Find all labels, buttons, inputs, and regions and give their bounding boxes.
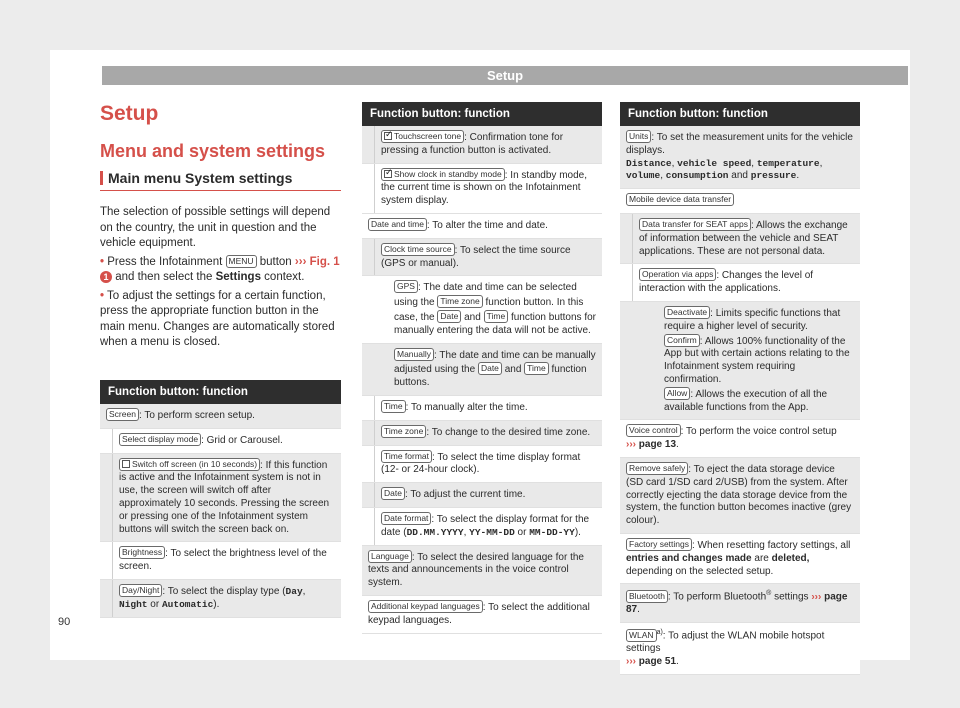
- intro-paragraph: The selection of possible settings will depend on the country, the unit in question and the vehicle equipment.: [100, 206, 331, 249]
- row-text: or: [147, 598, 162, 610]
- row-text: function button. In this case, the: [394, 297, 584, 323]
- format-option: MM-DD-YY: [529, 526, 575, 538]
- table-row-time-format: [362, 446, 602, 484]
- footnote-marker: a): [656, 629, 663, 637]
- row-text: : Confirmation tone for pressing a function button is activated.: [381, 132, 564, 156]
- row-text: : Allows 100% functionality of the App but with certain actions relating to the Infotainment system requiring confirmation.: [664, 335, 850, 385]
- row-text: : To manually alter the time.: [405, 401, 528, 413]
- row-text: : Allows the execution of all the available functions from the App.: [664, 388, 828, 413]
- table-row-manually: [362, 344, 602, 396]
- unit-option: pressure: [750, 170, 797, 182]
- table-row-mobile-device-data-transfer: [620, 189, 860, 214]
- time-format-key: Time format: [381, 450, 432, 463]
- ref-arrow-icon: ›››: [294, 255, 307, 268]
- screen-key: Screen: [106, 408, 139, 421]
- switch-off-screen-key: [119, 458, 260, 471]
- table-row-deactivate-confirm-allow: [620, 302, 860, 420]
- row-text: : When resetting factory settings, all: [692, 539, 851, 551]
- row-text: : To select the additional keypad languages.: [368, 601, 590, 626]
- ref-arrow-icon: ›››: [811, 591, 822, 603]
- unit-option: volume: [626, 170, 661, 182]
- table-row-switch-off-screen: [100, 454, 341, 543]
- table-row-show-clock: [362, 164, 602, 214]
- bullet-text: To adjust the settings for a certain function, press the appropriate function button in the main menu. Changes are automatically stored when a menu is closed.: [100, 289, 335, 348]
- key-label: Show clock in standby mode: [394, 168, 502, 179]
- row-text: and: [504, 364, 522, 376]
- option-automatic: Automatic: [161, 598, 214, 610]
- row-text: .: [676, 439, 679, 451]
- clock-time-source-key: Clock time source: [381, 243, 455, 256]
- table-row-additional-keypad-languages: [362, 596, 602, 634]
- row-text: .: [637, 604, 640, 616]
- row-text: ).: [213, 598, 220, 610]
- mobile-device-data-transfer-key: Mobile device data transfer: [626, 193, 734, 206]
- row-text: : To adjust the current time.: [404, 489, 526, 501]
- ref-arrow-icon: ›››: [626, 439, 636, 451]
- table-row-voice-control: [620, 420, 860, 458]
- table-row-units: [620, 126, 860, 189]
- option-night: Night: [119, 598, 148, 610]
- units-key: Units: [626, 130, 651, 143]
- additional-keypad-languages-key: Additional keypad languages: [368, 600, 483, 613]
- checkbox-icon: [122, 460, 130, 468]
- time-key: Time: [381, 400, 406, 413]
- table-row-date: [362, 483, 602, 508]
- row-text: : To eject the data storage device (SD card 1/SD card 2/USB) from the system. After correctly ejecting the data storage device from the system, the function button becomes inactive (grey colour).: [626, 463, 852, 527]
- remove-safely-key: Remove safely: [626, 462, 688, 475]
- brightness-key: Brightness: [119, 546, 165, 559]
- table-row-wlan: [620, 623, 860, 675]
- data-transfer-seat-apps-key: Data transfer for SEAT apps: [639, 218, 751, 231]
- section-title-text: Main menu System settings: [108, 170, 293, 186]
- table-header: Function button: function: [362, 102, 602, 126]
- row-text: : The date and time can be selected using the: [394, 282, 577, 309]
- section-title: [100, 170, 341, 191]
- select-display-mode-key: Select display mode: [119, 433, 201, 446]
- bluetooth-key: Bluetooth: [626, 590, 668, 603]
- table-header: Function button: function: [620, 102, 860, 126]
- row-text: are: [754, 552, 769, 564]
- function-table-3: [620, 102, 860, 675]
- settings-label: Settings: [215, 271, 261, 283]
- checkbox-checked-icon: [384, 132, 392, 140]
- bullet-text: button: [259, 255, 292, 268]
- row-bold-text: entries and changes made: [626, 552, 752, 564]
- row-text: settings: [774, 591, 809, 603]
- bullet-adjust-settings: [100, 289, 341, 351]
- table-row-factory-settings: [620, 534, 860, 584]
- section-marker: [100, 171, 103, 185]
- time-key: Time: [524, 362, 549, 375]
- row-text: : To select the time source (GPS or manual).: [381, 244, 571, 269]
- row-text: function buttons.: [394, 364, 587, 389]
- day-night-key: Day/Night: [119, 584, 162, 597]
- manual-page: [50, 50, 910, 668]
- option-day: Day: [285, 585, 303, 597]
- row-text: : The date and time can be manually adjusted using the: [394, 349, 596, 376]
- page-reference-link[interactable]: page 13: [638, 439, 677, 451]
- page-title: Setup: [100, 102, 159, 125]
- checkbox-checked-icon: [384, 170, 392, 178]
- time-zone-key: Time zone: [437, 295, 482, 308]
- time-zone-key: Time zone: [381, 425, 426, 438]
- table-row-time-zone: [362, 421, 602, 446]
- bullet-text: Press the Infotainment: [107, 255, 223, 268]
- table-row-gps: [362, 276, 602, 343]
- key-label: Switch off screen (in 10 seconds): [132, 458, 258, 469]
- table-row-touchscreen-tone: [362, 126, 602, 164]
- table-row-bluetooth: [620, 584, 860, 623]
- date-key: Date: [478, 362, 502, 375]
- table-row-remove-safely: [620, 458, 860, 534]
- row-text: : Limits specific functions that require a higher level of security.: [664, 307, 841, 332]
- date-format-key: Date format: [381, 512, 431, 525]
- confirm-key: Confirm: [664, 334, 700, 347]
- allow-key: Allow: [664, 387, 690, 400]
- deactivate-key: Deactivate: [664, 306, 710, 319]
- table-row-language: [362, 546, 602, 596]
- row-text: : In standby mode, the current time is shown on the Infotainment system display.: [381, 169, 588, 207]
- date-key: Date: [381, 487, 405, 500]
- row-text: : To perform screen setup.: [138, 410, 255, 421]
- manually-key: Manually: [394, 348, 434, 361]
- row-text: : To alter the time and date.: [426, 219, 548, 231]
- date-and-time-key: Date and time: [368, 218, 427, 231]
- table-row-operation-via-apps: [620, 264, 860, 302]
- figure-reference-link[interactable]: Fig. 1: [309, 255, 340, 268]
- running-header: Setup: [102, 66, 908, 85]
- row-text: depending on the selected setup.: [626, 565, 774, 577]
- row-text: or: [514, 526, 530, 538]
- row-text: and: [728, 170, 751, 182]
- factory-settings-key: Factory settings: [626, 538, 692, 551]
- table-row-select-display-mode: [100, 429, 341, 454]
- table-row-screen: [100, 404, 341, 429]
- left-column: [100, 102, 341, 351]
- table-row-time: [362, 396, 602, 421]
- voice-control-key: Voice control: [626, 424, 681, 437]
- row-text: : Changes the level of interaction with the applications.: [639, 270, 814, 295]
- table-row-data-transfer-seat-apps: [620, 214, 860, 264]
- row-text: ,: [819, 157, 823, 169]
- table-row-date-format: [362, 508, 602, 546]
- unit-option: vehicle speed: [677, 157, 752, 169]
- bullet-icon: •: [100, 255, 105, 268]
- row-text: : To perform Bluetooth: [667, 591, 767, 603]
- row-text: function buttons for manually entering the data will not be active.: [394, 311, 597, 336]
- row-text: ,: [751, 157, 757, 169]
- row-text: : To select the brightness level of the screen.: [119, 548, 327, 573]
- operation-via-apps-key: Operation via apps: [639, 268, 716, 281]
- row-text: .: [796, 170, 800, 182]
- row-text: : To select the display type (: [162, 585, 286, 597]
- key-label: Touchscreen tone: [394, 131, 462, 141]
- menu-key: MENU: [226, 255, 257, 268]
- language-key: Language: [368, 550, 412, 563]
- row-text: : To set the measurement units for the vehicle displays.: [626, 132, 853, 156]
- touchscreen-tone-key: [381, 130, 464, 143]
- callout-number: 1: [100, 271, 112, 283]
- row-text: and: [464, 311, 481, 323]
- row-text: ,: [671, 157, 678, 169]
- time-key: Time: [484, 310, 509, 323]
- row-text: ).: [574, 526, 581, 538]
- table-row-brightness: [100, 542, 341, 580]
- format-option: DD.MM.YYYY: [406, 526, 464, 538]
- date-key: Date: [437, 310, 461, 323]
- table-row-clock-time-source: [362, 239, 602, 277]
- page-number: 90: [58, 616, 71, 628]
- row-text: : To select the time display format (12- or 24-hour clock).: [381, 451, 581, 476]
- unit-option: consumption: [665, 170, 729, 182]
- unit-option: Distance: [626, 157, 672, 169]
- table-row-date-and-time: [362, 214, 602, 239]
- function-table-2: [362, 102, 602, 634]
- row-text: : To adjust the WLAN mobile hotspot settings: [626, 630, 825, 655]
- row-text: ,: [302, 585, 306, 597]
- row-text: : To select the display format for the date (: [381, 513, 590, 538]
- bullet-text: context.: [264, 271, 305, 283]
- row-text: ,: [660, 170, 666, 182]
- page-reference-link[interactable]: page 51: [638, 656, 677, 668]
- show-clock-key: [381, 168, 505, 181]
- row-bold-text: deleted,: [771, 552, 810, 564]
- table-header: Function button: function: [100, 380, 341, 404]
- row-text: : Grid or Carousel.: [201, 434, 283, 446]
- page-reference-link[interactable]: page 87: [626, 591, 848, 616]
- row-text: : If this function is active and the Infotainment system is not in use, the screen will switch off after approximately 10 seconds. Pressing the screen or pressing one of the Infotainment system buttons will switch the screen back on.: [119, 459, 330, 535]
- row-text: : To change to the desired time zone.: [426, 426, 591, 438]
- row-text: : To perform the voice control setup: [680, 426, 837, 438]
- format-option: YY-MM-DD: [469, 526, 515, 538]
- bullet-press-menu: [100, 255, 341, 286]
- registered-mark: ®: [766, 590, 772, 598]
- function-table-1: [100, 380, 341, 618]
- row-text: .: [676, 656, 679, 668]
- chapter-subtitle: Menu and system settings: [100, 141, 326, 161]
- gps-key: GPS: [394, 280, 418, 293]
- bullet-icon: •: [100, 289, 105, 302]
- row-text: ,: [463, 526, 470, 538]
- ref-arrow-icon: ›››: [626, 656, 636, 668]
- row-text: : To select the desired language for the texts and announcements in the voice control system.: [368, 551, 584, 589]
- bullet-text: and then select the: [115, 271, 213, 283]
- wlan-key: WLAN: [626, 629, 657, 642]
- table-row-day-night: [100, 580, 341, 618]
- row-text: : Allows the exchange of information between the vehicle and SEAT applications. These are not personal data.: [639, 219, 848, 257]
- unit-option: temperature: [756, 157, 820, 169]
